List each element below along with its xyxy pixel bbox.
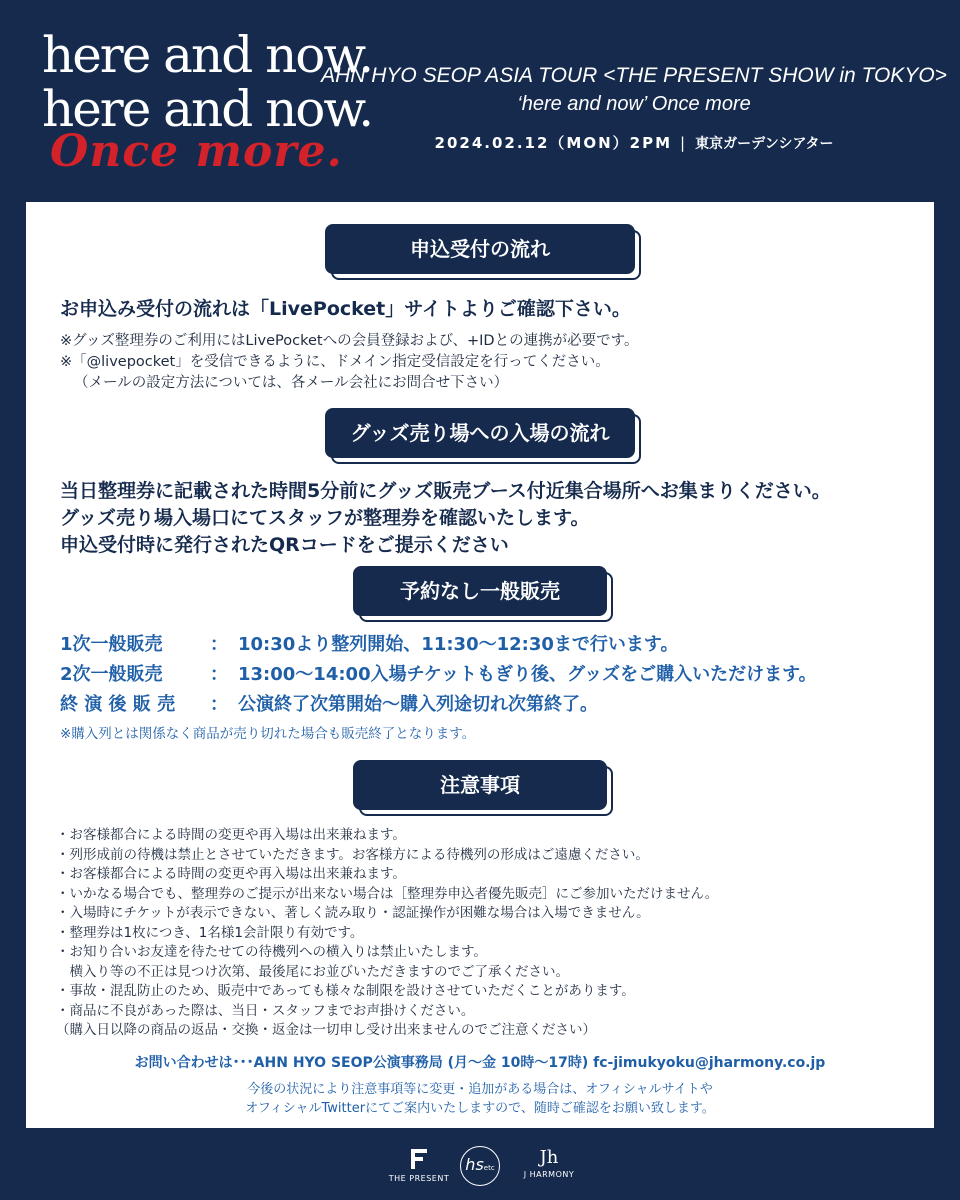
j-harmony-text: J HARMONY bbox=[523, 1170, 575, 1179]
sale-colon: ： bbox=[210, 664, 228, 685]
section-title-general-sale: 予約なし一般販売 bbox=[353, 566, 607, 616]
contact-info: お問い合わせは･･･AHN HYO SEOP公演事務局 (月～金 10時～17時) fc-jimukyoku@jharmony.co.jp bbox=[134, 1055, 826, 1071]
hs-logo bbox=[460, 1146, 500, 1186]
entry-line: グッズ売り場入場口にてスタッフが整理券を確認いたします。 bbox=[60, 507, 590, 529]
caution-item: ・列形成前の待機は禁止とさせていただきます。お客様方による待機列の形成はご遠慮ください。 bbox=[56, 846, 649, 863]
entry-line: 当日整理券に記載された時間5分前にグッズ販売ブース付近集合場所へお集まりください。 bbox=[60, 480, 831, 502]
sale-row bbox=[60, 630, 817, 660]
j-harmony-logo bbox=[512, 1146, 586, 1179]
caution-item: （購入日以降の商品の返品・交換・返金は一切申し受け出来ませんのでご注意ください） bbox=[56, 1022, 596, 1038]
entry-text bbox=[60, 478, 831, 559]
caution-item: ・整理券は1枚につき、1名様1会計限り有効です。 bbox=[56, 924, 364, 941]
section-badge-application bbox=[325, 224, 635, 274]
caution-item: ・入場時にチケットが表示できない、著しく読み取り・認証操作が困難な場合は入場できません。 bbox=[56, 905, 650, 921]
logo-line-2: here and now. bbox=[42, 80, 373, 138]
sale-label: 終 演 後 販 売 bbox=[60, 694, 176, 715]
sale-text: 公演終了次第開始～購入列途切れ次第終了。 bbox=[238, 694, 598, 715]
footer-note-line: 今後の状況により注意事項等に変更・追加がある場合は、オフィシャルサイトや bbox=[247, 1082, 713, 1097]
caution-item: ・商品に不良があった際は、当日・スタッフまでお声掛けください。 bbox=[56, 1002, 475, 1019]
section-badge-general-sale bbox=[353, 566, 607, 616]
the-present-text: THE PRESENT bbox=[388, 1174, 450, 1183]
section-badge-entry bbox=[325, 408, 635, 458]
hs-logo-small: etc bbox=[483, 1164, 495, 1172]
separator: | bbox=[680, 134, 688, 152]
caution-item: ・お客様都合による時間の変更や再入場は出来兼ねます。 bbox=[56, 827, 406, 843]
section-title-entry: グッズ売り場への入場の流れ bbox=[325, 408, 635, 458]
application-note: ※「@livepocket」を受信できるように、ドメイン指定受信設定を行ってください。 bbox=[60, 354, 610, 370]
sale-label: 2次一般販売 bbox=[60, 664, 163, 685]
caution-list bbox=[56, 826, 718, 1041]
sale-text: 10:30より整列開始、11:30～12:30まで行います。 bbox=[238, 634, 679, 655]
caution-item: ・お知り合いお友達を待たせての待機列への横入りは禁止いたします。 bbox=[56, 944, 487, 960]
j-harmony-mark: Jh bbox=[539, 1147, 559, 1168]
the-present-mark-icon bbox=[408, 1148, 430, 1170]
logo-once-more: Once more. bbox=[50, 126, 343, 177]
sale-label: 1次一般販売 bbox=[60, 634, 163, 655]
caution-item: ・事故・混乱防止のため、販売中であっても様々な制限を設けさせていただくことがあります。 bbox=[56, 983, 635, 999]
event-date: 2024.02.12（MON）2PM bbox=[434, 134, 673, 152]
application-notes bbox=[60, 331, 638, 394]
the-present-logo bbox=[384, 1148, 454, 1183]
sale-note: ※購入列とは関係なく商品が売り切れた場合も販売終了となります。 bbox=[60, 726, 476, 742]
tour-subtitle: ‘here and now’ Once more bbox=[517, 93, 751, 115]
info-card bbox=[26, 202, 934, 1128]
footer-notes bbox=[26, 1080, 934, 1118]
event-header bbox=[314, 62, 954, 153]
application-main: お申込み受付の流れは「LivePocket」サイトよりご確認下さい。 bbox=[60, 298, 631, 320]
caution-item: ・いかなる場合でも、整理券のご提示が出来ない場合は［整理券申込者優先販売］にご参加いただけません。 bbox=[56, 885, 719, 902]
caution-item: 横入り等の不正は見つけ次第、最後尾にお並びいただきますのでご了承ください。 bbox=[56, 963, 569, 980]
caution-item: ・お客様都合による時間の変更や再入場は出来兼ねます。 bbox=[56, 866, 406, 882]
sale-row bbox=[60, 660, 817, 690]
section-title-application: 申込受付の流れ bbox=[325, 224, 635, 274]
entry-line: 申込受付時に発行されたQRコードをご提示ください bbox=[60, 534, 509, 556]
footer-note-line: オフィシャルTwitterにてご案内いたしますので、随時ご確認をお願い致します。 bbox=[245, 1101, 715, 1116]
sale-colon: ： bbox=[210, 634, 228, 655]
section-badge-cautions bbox=[353, 760, 607, 810]
sale-row bbox=[60, 690, 817, 720]
section-title-cautions: 注意事項 bbox=[353, 760, 607, 810]
application-note: ※グッズ整理券のご利用にはLivePocketへの会員登録および、+IDとの連携が必要です。 bbox=[60, 333, 639, 349]
general-sale-text bbox=[60, 630, 817, 742]
application-note: （メールの設定方法については、各メール会社にお問合せ下さい） bbox=[74, 375, 509, 391]
event-date-line bbox=[314, 132, 954, 153]
application-text bbox=[60, 294, 638, 394]
tour-title: AHN HYO SEOP ASIA TOUR <THE PRESENT SHOW in TOKYO> bbox=[321, 64, 947, 87]
logo-line-1: here and now. bbox=[42, 26, 373, 84]
sale-text: 13:00～14:00入場チケットもぎり後、グッズをご購入いただけます。 bbox=[238, 664, 817, 685]
hs-logo-text: hs bbox=[465, 1155, 484, 1174]
sale-colon: ： bbox=[210, 694, 228, 715]
event-venue: 東京ガーデンシアター bbox=[695, 136, 834, 152]
